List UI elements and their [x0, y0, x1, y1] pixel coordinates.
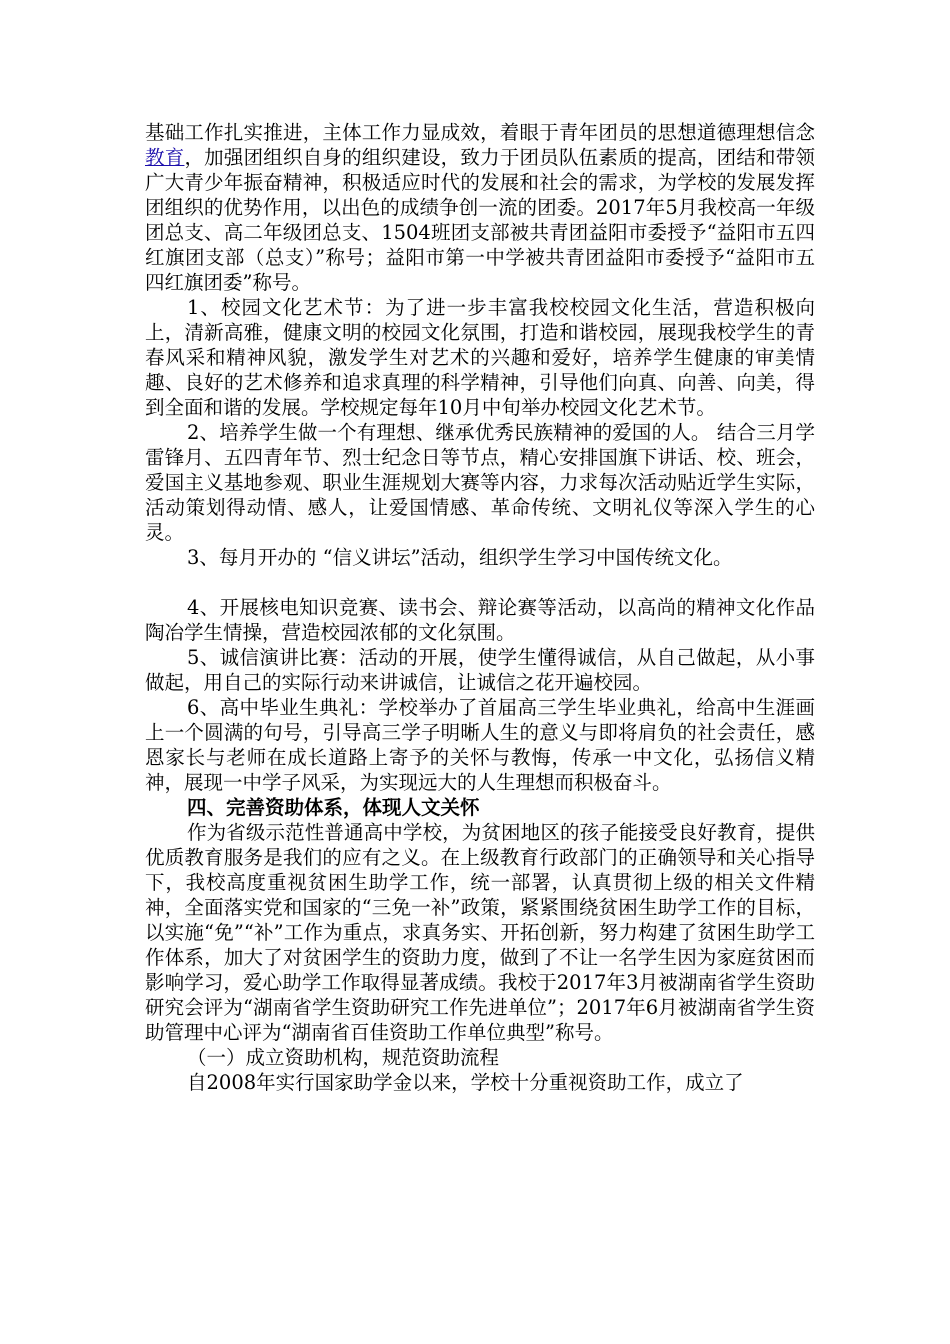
item-6-graduation: 6、高中毕业生典礼：学校举办了首届高三学生毕业典礼，给高中生涯画上一个圆满的句号，引导高三学子明晰人生的意义与即将肩负的社会责任，感恩家长与老师在成长道路上寄予的关怀与教悔，传承一中文化，弘扬信义精神，展现一中学子风采，为实现远大的人生理想而积极奋斗。 — [145, 696, 815, 794]
subsection-1-heading: （一）成立资助机构，规范资助流程 — [187, 1046, 500, 1069]
support-paragraph: 作为省级示范性普通高中学校，为贫困地区的孩子能接受良好教育，提供优质教育服务是我们的应有之义。在上级教育行政部门的正确领导和关心指导下，我校高度重视贫困生助学工作，统一部署，认真贯彻上级的相关文件精神，全面落实党和国家的“三免一补”政策，紧紧围绕贫困生助学工作的目标，以实施“免”“补”工作为重点，求真务实、开拓创新，努力构建了贫困生助学工作体系，加大了对贫困学生的资助力度，做到了不让一名学生因为家庭贫困而影响学习，爱心助学工作取得显著成绩。我校于2017年3月被湖南省学生资助研究会评为“湖南省学生资助研究工作先进单位”；2017年6月被湖南省学生资助管理中心评为“湖南省百佳资助工作单位典型”称号。 — [145, 821, 815, 1044]
item-1-culture-festival: 1、校园文化艺术节：为了进一步丰富我校校园文化生活，营造积极向上，清新高雅，健康文明的校园文化氛围，打造和谐校园，展现我校学生的青春风采和精神风貌，激发学生对艺术的兴趣和爱好，培养学生健康的审美情趣、良好的艺术修养和追求真理的科学精神，引导他们向真、向善、向美，得到全面和谐的发展。学校规定每年10月中旬举办校园文化艺术节。 — [145, 296, 815, 419]
item-5-integrity-speech: 5、诚信演讲比赛：活动的开展，使学生懂得诚信，从自己做起，从小事做起，用自己的实际行动来讲诚信，让诚信之花开遍校园。 — [145, 646, 815, 694]
section-4-heading: 四、完善资助体系，体现人文关怀 — [187, 796, 480, 819]
intro-text-before-link: 基础工作扎实推进，主体工作力显成效，着眼于青年团员的思想道德理想信念 — [145, 121, 815, 144]
closing-paragraph: 自2008年实行国家助学金以来，学校十分重视资助工作，成立了 — [187, 1071, 744, 1094]
intro-text-after-link: ，加强团组织自身的组织建设，致力于团员队伍素质的提高，团结和带领广大青少年振奋精神，积极适应时代的发展和社会的需求，为学校的发展发挥团组织的优势作用，以出色的成绩争创一流的团委。2017年5月我校高一年级团总支、高二年级团总支、1504班团支部被共青团益阳市委授予“益阳市五四红旗团支部（总支）”称号；益阳市第一中学被共青团益阳市委授予“益阳市五四红旗团委”称号。 — [145, 146, 815, 294]
document-page — [145, 120, 815, 1095]
item-4-competitions: 4、开展核电知识竞赛、读书会、辩论赛等活动，以高尚的精神文化作品陶冶学生情操，营造校园浓郁的文化氛围。 — [145, 596, 815, 644]
item-3-xinyi-forum: 3、每月开办的 “信义讲坛”活动，组织学生学习中国传统文化。 — [187, 546, 733, 569]
education-link[interactable]: 教育 — [145, 146, 185, 169]
blank-line — [145, 570, 815, 595]
item-2-patriotism: 2、培养学生做一个有理想、继承优秀民族精神的爱国的人。 结合三月学雷锋月、五四青年节、烈士纪念日等节点，精心安排国旗下讲话、校、班会，爱国主义基地参观、职业生涯规划大赛等内容，力求每次活动贴近学生实际，活动策划得动情、感人，让爱国情感、革命传统、文明礼仪等深入学生的心灵。 — [145, 421, 815, 544]
intro-paragraph — [145, 120, 815, 295]
